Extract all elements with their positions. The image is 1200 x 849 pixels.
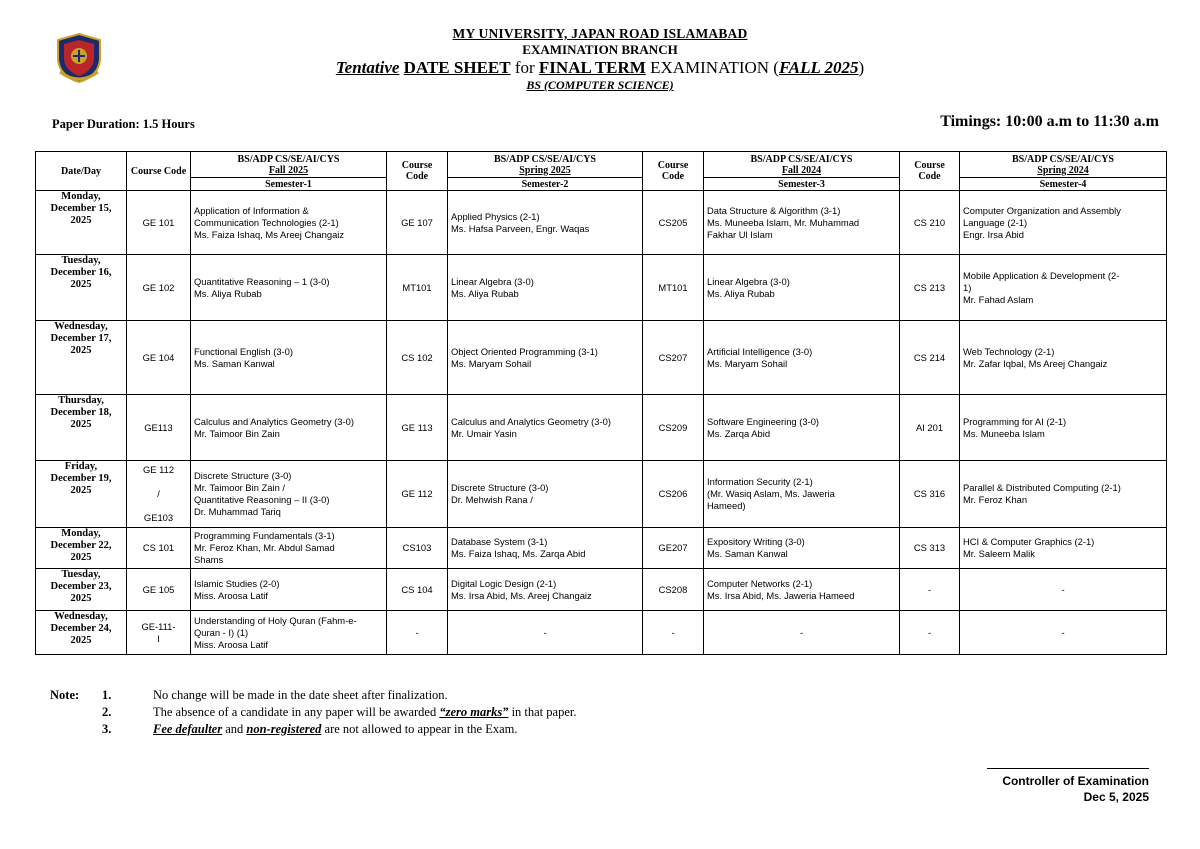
- course-code: CS 101: [127, 528, 191, 569]
- course-entry: [704, 255, 900, 321]
- controller-signature: [987, 768, 1149, 805]
- course-line: Linear Algebra (3-0): [707, 275, 790, 287]
- course-line: -: [543, 626, 547, 638]
- header-course-code: Course Code: [387, 152, 448, 191]
- course-line: Programming for AI (2-1): [963, 415, 1067, 427]
- paper-duration: Paper Duration: 1.5 Hours: [52, 117, 195, 131]
- course-line: Miss. Aroosa Latif: [194, 638, 268, 650]
- course-line: Mr. Saleem Malik: [963, 548, 1035, 559]
- course-entry: [448, 528, 643, 569]
- course-line: Dr. Mehwish Rana /: [451, 494, 533, 505]
- course-line: Ms. Aliya Rubab: [194, 287, 262, 299]
- course-entry: [704, 528, 900, 569]
- course-line: Ms. Aliya Rubab: [707, 287, 775, 299]
- program-session-line: Spring 2024: [1037, 164, 1089, 176]
- course-entry: [191, 395, 387, 461]
- date-line: 2025: [70, 593, 92, 604]
- note-item: [50, 688, 750, 705]
- header-program-3: [704, 152, 900, 178]
- program-name-line: BS/ADP CS/SE/AI/CYS: [1012, 153, 1114, 165]
- date-line: December 22,: [50, 540, 112, 551]
- date-line: 2025: [70, 552, 92, 563]
- course-line: Calculus and Analytics Geometry (3-0): [451, 415, 611, 427]
- course-entry: [704, 461, 900, 528]
- row-date: [36, 611, 127, 655]
- course-entry: [191, 461, 387, 528]
- course-line: Mr. Fahad Aslam: [963, 293, 1034, 305]
- header-course-code: Course Code: [127, 152, 191, 191]
- row-date: [36, 321, 127, 395]
- header-semester-1: Semester-1: [191, 178, 387, 191]
- course-line: Ms. Irsa Abid, Ms. Jaweria Hameed: [707, 589, 855, 601]
- course-code: GE207: [643, 528, 704, 569]
- course-line: Ms. Zarqa Abid: [707, 427, 771, 439]
- course-code: -: [900, 611, 960, 655]
- course-code: CS 210: [900, 191, 960, 255]
- course-line: Mr. Umair Yasin: [451, 427, 517, 439]
- date-line: December 23,: [50, 581, 112, 592]
- branch-name: EXAMINATION BRANCH: [522, 42, 678, 57]
- course-line: Mobile Application & Development (2-: [963, 269, 1120, 281]
- row-date: [36, 255, 127, 321]
- course-code: GE 112 / GE103: [127, 461, 191, 528]
- course-code: CS 104: [387, 569, 448, 611]
- course-line: Quantitative Reasoning – II (3-0): [194, 494, 330, 505]
- course-line: Computer Organization and Assembly: [963, 204, 1121, 216]
- university-name: MY UNIVERSITY, JAPAN ROAD ISLAMABAD: [452, 26, 748, 41]
- date-line: Thursday,: [58, 395, 104, 406]
- row-date: [36, 191, 127, 255]
- course-code: MT101: [643, 255, 704, 321]
- course-line: Mr. Feroz Khan: [963, 494, 1028, 505]
- course-line: Discrete Structure (3-0): [451, 482, 549, 493]
- document-header: [0, 26, 1200, 93]
- date-line: December 19,: [50, 473, 112, 484]
- course-line: Mr. Taimoor Bin Zain /: [194, 482, 286, 493]
- course-line: Computer Networks (2-1): [707, 577, 813, 589]
- course-line: Mr. Feroz Khan, Mr. Abdul Samad: [194, 542, 335, 553]
- course-line: Ms. Aliya Rubab: [451, 287, 519, 299]
- course-entry: [191, 191, 387, 255]
- course-entry: [448, 255, 643, 321]
- course-entry: [191, 255, 387, 321]
- course-code: CS 213: [900, 255, 960, 321]
- course-entry: [704, 321, 900, 395]
- header-program-1: [191, 152, 387, 178]
- program-name-line: BS/ADP CS/SE/AI/CYS: [494, 153, 596, 165]
- note-number: 2.: [102, 705, 112, 719]
- program-name-line: BS/ADP CS/SE/AI/CYS: [237, 153, 340, 165]
- course-entry: [704, 395, 900, 461]
- course-entry: [960, 528, 1167, 569]
- course-line: (Mr. Wasiq Aslam, Ms. Jaweria: [707, 488, 835, 499]
- title-session: FALL 2025: [778, 58, 859, 77]
- course-code: GE113: [127, 395, 191, 461]
- course-entry: [191, 569, 387, 611]
- course-line: Ms. Muneeba Islam, Mr. Muhammad: [707, 216, 860, 228]
- course-code: AI 201: [900, 395, 960, 461]
- document-title: [0, 58, 1200, 78]
- course-line: Ms. Irsa Abid, Ms. Areej Changaiz: [451, 589, 592, 601]
- note-text: [153, 705, 576, 720]
- exam-timings: Timings: 10:00 a.m to 11:30 a.m: [940, 113, 1159, 130]
- title-for: for: [514, 58, 535, 77]
- date-line: Monday,: [61, 528, 101, 539]
- header-date-day: Date/Day: [36, 152, 127, 191]
- course-code: MT101: [387, 255, 448, 321]
- course-line: -: [1061, 626, 1065, 638]
- note-number: 3.: [102, 722, 112, 736]
- course-line: Application of Information &: [194, 204, 309, 216]
- course-line: Miss. Aroosa Latif: [194, 589, 268, 601]
- note-text-part: are not allowed to appear in the Exam.: [321, 722, 518, 736]
- title-examination: EXAMINATION (: [650, 58, 779, 77]
- date-line: Tuesday,: [61, 569, 101, 580]
- course-line: Ms. Hafsa Parveen, Engr. Waqas: [451, 222, 590, 234]
- table-row: [36, 395, 1167, 461]
- course-code: CS 316: [900, 461, 960, 528]
- course-line: Functional English (3-0): [194, 345, 294, 357]
- course-line: Digital Logic Design (2-1): [451, 577, 557, 589]
- course-line: -: [799, 626, 804, 638]
- date-line: Wednesday,: [54, 611, 108, 622]
- date-line: 2025: [70, 635, 92, 646]
- note-text-part: in that paper.: [508, 705, 577, 719]
- table-row: [36, 528, 1167, 569]
- course-line: Applied Physics (2-1): [451, 210, 540, 222]
- course-code: GE 102: [127, 255, 191, 321]
- course-line: Ms. Maryam Sohail: [451, 357, 532, 369]
- date-line: December 16,: [50, 267, 112, 278]
- course-code: CS207: [643, 321, 704, 395]
- course-line: 1): [963, 281, 972, 293]
- note-text: [153, 722, 518, 737]
- course-line: Communication Technologies (2-1): [194, 216, 339, 228]
- controller-title: Controller of Examination: [1002, 774, 1149, 788]
- course-line: Web Technology (2-1): [963, 345, 1055, 357]
- course-entry: [448, 321, 643, 395]
- course-code: CS206: [643, 461, 704, 528]
- course-line: Artificial Intelligence (3-0): [707, 345, 813, 357]
- course-code: GE 113: [387, 395, 448, 461]
- note-text: [153, 688, 448, 703]
- course-entry: [448, 461, 643, 528]
- course-entry: [704, 191, 900, 255]
- note-number: 1.: [102, 688, 112, 702]
- course-code: -: [387, 611, 448, 655]
- date-line: Monday,: [61, 191, 101, 202]
- course-line: Data Structure & Algorithm (3-1): [707, 204, 841, 216]
- issue-date: Dec 5, 2025: [1083, 790, 1149, 804]
- row-date: [36, 461, 127, 528]
- note-emphasis: Fee defaulter: [153, 722, 223, 736]
- course-line: Understanding of Holy Quran (Fahm-e-: [194, 614, 357, 626]
- title-close: ): [858, 58, 865, 77]
- course-line: Object Oriented Programming (3-1): [451, 345, 598, 357]
- course-line: Linear Algebra (3-0): [451, 275, 534, 287]
- course-line: Quantitative Reasoning – 1 (3-0): [194, 275, 330, 287]
- table-row: [36, 569, 1167, 611]
- header-semester-2: Semester-2: [448, 178, 643, 191]
- course-line: Discrete Structure (3-0): [194, 470, 292, 481]
- date-line: Friday,: [64, 461, 98, 472]
- course-entry: [191, 528, 387, 569]
- program-name-line: BS/ADP CS/SE/AI/CYS: [750, 153, 853, 165]
- row-date: [36, 528, 127, 569]
- course-line: Expository Writing (3-0): [707, 536, 805, 547]
- course-code: GE-111- I: [127, 611, 191, 655]
- course-line: Calculus and Analytics Geometry (3-0): [194, 415, 354, 427]
- title-tentative: Tentative: [335, 58, 400, 77]
- date-line: Wednesday,: [54, 321, 108, 332]
- course-entry: [191, 611, 387, 655]
- course-code: -: [643, 611, 704, 655]
- course-line: Ms. Faiza Ishaq, Ms Areej Changaiz: [194, 228, 345, 240]
- course-code: CS 102: [387, 321, 448, 395]
- course-line: Ms. Maryam Sohail: [707, 357, 788, 369]
- course-code: GE 104: [127, 321, 191, 395]
- course-entry: [960, 191, 1167, 255]
- program-session-line: Spring 2025: [519, 164, 571, 176]
- course-line: Mr. Taimoor Bin Zain: [194, 427, 280, 439]
- course-code: CS208: [643, 569, 704, 611]
- course-entry: [960, 611, 1167, 655]
- course-line: Parallel & Distributed Computing (2-1): [963, 482, 1121, 493]
- date-line: December 18,: [50, 407, 112, 418]
- course-line: Islamic Studies (2-0): [194, 577, 280, 589]
- course-line: Language (2-1): [963, 216, 1028, 228]
- table-row: [36, 461, 1167, 528]
- course-line: Quran - I) (1): [194, 626, 249, 638]
- table-row: [36, 191, 1167, 255]
- course-line: Software Engineering (3-0): [707, 415, 820, 427]
- course-entry: [191, 321, 387, 395]
- program-name: BS (COMPUTER SCIENCE): [526, 78, 674, 92]
- date-line: December 15,: [50, 203, 112, 214]
- signature-line: [987, 768, 1149, 769]
- course-line: Information Security (2-1): [707, 476, 813, 487]
- date-line: 2025: [70, 419, 92, 430]
- course-line: Fakhar Ul Islam: [707, 228, 773, 240]
- note-emphasis: “zero marks”: [439, 705, 509, 719]
- course-line: Mr. Zafar Iqbal, Ms Areej Changaiz: [963, 357, 1108, 369]
- course-entry: [960, 395, 1167, 461]
- course-line: Ms. Faiza Ishaq, Ms. Zarqa Abid: [451, 548, 586, 559]
- date-line: December 24,: [50, 623, 112, 634]
- program-session-line: Fall 2025: [268, 164, 309, 176]
- header-semester-4: Semester-4: [960, 178, 1167, 191]
- header-course-code: Course Code: [900, 152, 960, 191]
- table-row: [36, 255, 1167, 321]
- header-program-2: [448, 152, 643, 178]
- course-code: GE 112: [387, 461, 448, 528]
- course-line: Programming Fundamentals (3-1): [194, 530, 335, 541]
- course-entry: [960, 461, 1167, 528]
- note-text-part: The absence of a candidate in any paper will be awarded: [153, 705, 440, 719]
- course-entry: [448, 395, 643, 461]
- date-line: 2025: [70, 485, 92, 496]
- course-entry: [960, 321, 1167, 395]
- course-code: GE 105: [127, 569, 191, 611]
- course-entry: [960, 255, 1167, 321]
- course-line: Shams: [194, 554, 224, 565]
- course-line: Engr. Irsa Abid: [963, 228, 1024, 240]
- program-session-line: Fall 2024: [781, 164, 822, 176]
- table-row: [36, 611, 1167, 655]
- course-code: CS 214: [900, 321, 960, 395]
- notes-section: [50, 688, 750, 739]
- note-emphasis: non-registered: [246, 722, 322, 736]
- course-code: CS103: [387, 528, 448, 569]
- note-item: [50, 722, 750, 739]
- course-line: Dr. Muhammad Tariq: [194, 506, 281, 517]
- table-row: [36, 321, 1167, 395]
- date-line: 2025: [70, 215, 92, 226]
- course-line: Ms. Saman Kanwal: [194, 357, 275, 369]
- title-datesheet: DATE SHEET: [403, 58, 511, 77]
- course-code: -: [900, 569, 960, 611]
- course-code: GE 101: [127, 191, 191, 255]
- course-entry: [960, 569, 1167, 611]
- note-label: Note:: [50, 688, 80, 702]
- course-entry: [704, 569, 900, 611]
- course-code: CS209: [643, 395, 704, 461]
- row-date: [36, 569, 127, 611]
- note-item: [50, 705, 750, 722]
- date-sheet-table: [35, 151, 1167, 655]
- course-code: CS205: [643, 191, 704, 255]
- course-code: CS 313: [900, 528, 960, 569]
- title-finalterm: FINAL TERM: [538, 58, 646, 77]
- note-text-part: and: [222, 722, 247, 736]
- course-line: Hameed): [707, 500, 746, 511]
- course-entry: [448, 611, 643, 655]
- course-code: GE 107: [387, 191, 448, 255]
- course-entry: [704, 611, 900, 655]
- course-line: Ms. Muneeba Islam: [963, 427, 1045, 439]
- date-line: Tuesday,: [61, 255, 101, 266]
- course-line: Ms. Saman Kanwal: [707, 548, 788, 559]
- course-entry: [448, 569, 643, 611]
- date-line: 2025: [70, 345, 92, 356]
- course-entry: [448, 191, 643, 255]
- row-date: [36, 395, 127, 461]
- header-semester-3: Semester-3: [704, 178, 900, 191]
- course-line: HCI & Computer Graphics (2-1): [963, 536, 1095, 547]
- header-course-code: Course Code: [643, 152, 704, 191]
- course-line: -: [1061, 583, 1065, 595]
- course-line: Database System (3-1): [451, 536, 548, 547]
- date-line: 2025: [70, 279, 92, 290]
- date-line: December 17,: [50, 333, 112, 344]
- note-text-part: No change will be made in the date sheet after finalization.: [153, 688, 448, 702]
- header-program-4: [960, 152, 1167, 178]
